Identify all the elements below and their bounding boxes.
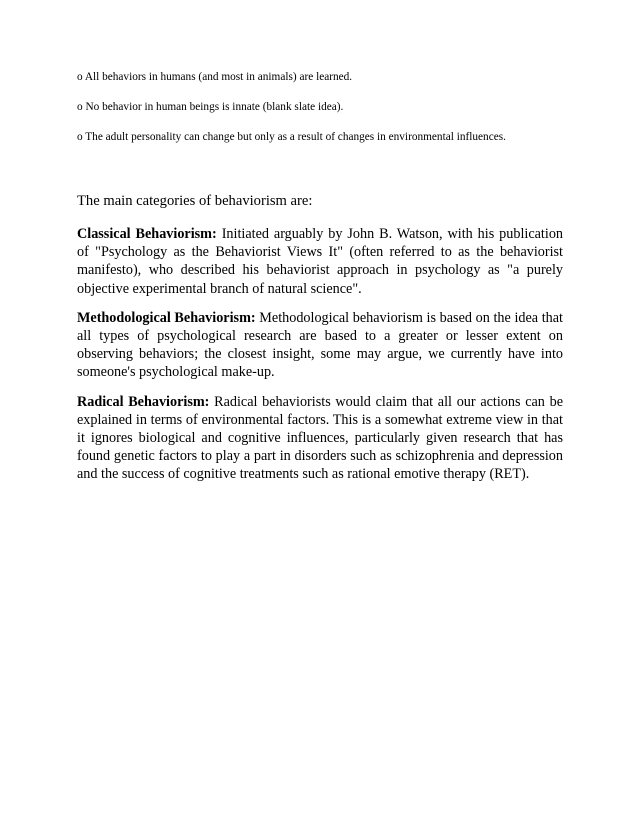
category-term-methodological: Methodological Behaviorism: <box>77 309 256 326</box>
bullet-item-innate: o No behavior in human beings is innate (blank slate idea). <box>77 101 344 113</box>
category-term-classical: Classical Behaviorism: <box>77 226 217 242</box>
category-text-classical: Initiated arguably by John B. Watson, with his publication of "Psychology as the Behaviorist Views It" (often referred to as the behaviorist manifesto), who described his behaviorist approach in psychology as "a purely objective experimental branch of natural science". <box>77 226 564 297</box>
category-text-radical: Radical behaviorists would claim that all our actions can be explained in terms of environmental factors. This is a somewhat extreme view in that it ignores biological and cognitive influences, particularly given research that has found genetic factors to play a part in disorders such as schizophrenia and depression and the success of cognitive treatments such as rational emotive therapy (RET). <box>77 393 563 483</box>
category-classical <box>77 225 563 298</box>
category-list <box>77 225 563 495</box>
category-methodological <box>77 309 563 382</box>
category-radical <box>77 393 563 484</box>
bullet-item-personality: o The adult personality can change but only as a result of changes in environmental influences. <box>77 131 506 143</box>
bullet-item-learned: o All behaviors in humans (and most in animals) are learned. <box>77 71 353 83</box>
category-text-methodological: Methodological behaviorism is based on the idea that all types of psychological research are based to a greater or lesser extent on observing behaviors; the closest insight, some may argue, we currently have into someone's psychological make-up. <box>77 309 563 381</box>
category-term-radical: Radical Behaviorism: <box>77 393 210 410</box>
bullet-list <box>77 70 567 160</box>
categories-intro: The main categories of behaviorism are: <box>77 193 313 209</box>
